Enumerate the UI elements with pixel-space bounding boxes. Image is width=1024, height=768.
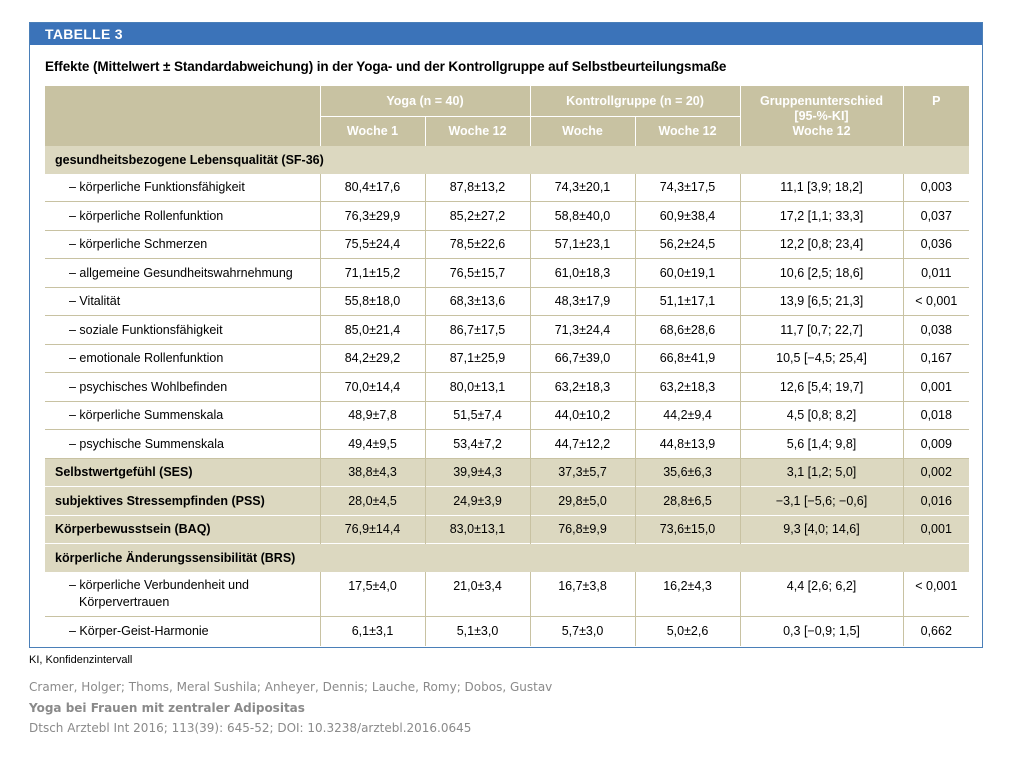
cell-yoga-w1: 6,1±3,1 [320, 616, 425, 646]
table-row [45, 287, 969, 316]
cell-yoga-w1: 76,9±14,4 [320, 515, 425, 544]
table-row-pss [45, 487, 969, 516]
cell-kontroll-w1: 5,7±3,0 [530, 616, 635, 646]
cell-diff: −3,1 [−5,6; −0,6] [740, 487, 903, 516]
cell-yoga-w12: 78,5±22,6 [425, 230, 530, 259]
cell-kontroll-w1: 76,8±9,9 [530, 515, 635, 544]
cell-yoga-w12: 87,1±25,9 [425, 344, 530, 373]
header-kontroll: Kontrollgruppe (n = 20) [530, 86, 740, 116]
cell-yoga-w1: 80,4±17,6 [320, 174, 425, 202]
header-p: P [903, 86, 969, 146]
row-label: Selbstwertgefühl (SES) [45, 458, 320, 487]
header-gruppen-ki: [95-%-KI] [794, 108, 849, 123]
cell-diff: 17,2 [1,1; 33,3] [740, 202, 903, 231]
row-label-line1: – körperliche Verbundenheit und [69, 577, 249, 592]
cell-diff: 10,6 [2,5; 18,6] [740, 259, 903, 288]
table-row [45, 373, 969, 402]
cell-yoga-w1: 38,8±4,3 [320, 458, 425, 487]
table-frame [29, 22, 983, 648]
cell-kontroll-w1: 44,0±10,2 [530, 401, 635, 430]
cell-diff: 4,4 [2,6; 6,2] [740, 572, 903, 617]
cell-p: 0,662 [903, 616, 969, 646]
cell-diff: 13,9 [6,5; 21,3] [740, 287, 903, 316]
cell-yoga-w1: 70,0±14,4 [320, 373, 425, 402]
citation-title: Yoga bei Frauen mit zentraler Adipositas [29, 701, 305, 715]
section-label: körperliche Änderungssensibilität (BRS) [45, 544, 969, 572]
cell-yoga-w12: 76,5±15,7 [425, 259, 530, 288]
table-row [45, 174, 969, 202]
header-gruppen-woche: Woche 12 [792, 123, 851, 138]
cell-yoga-w1: 48,9±7,8 [320, 401, 425, 430]
row-label: Körperbewusstsein (BAQ) [45, 515, 320, 544]
cell-yoga-w12: 68,3±13,6 [425, 287, 530, 316]
cell-kontroll-w1: 48,3±17,9 [530, 287, 635, 316]
cell-diff: 4,5 [0,8; 8,2] [740, 401, 903, 430]
section-label: gesundheitsbezogene Lebensqualität (SF-36) [45, 146, 969, 174]
cell-p: 0,002 [903, 458, 969, 487]
cell-kontroll-w12: 60,0±19,1 [635, 259, 740, 288]
cell-yoga-w1: 49,4±9,5 [320, 430, 425, 459]
cell-p: 0,003 [903, 174, 969, 202]
cell-kontroll-w12: 28,8±6,5 [635, 487, 740, 516]
row-label: – körperliche Rollenfunktion [45, 202, 320, 231]
results-table [45, 86, 969, 646]
header-kontroll-woche: Woche [530, 116, 635, 146]
header-kontroll-w12: Woche 12 [635, 116, 740, 146]
cell-yoga-w1: 28,0±4,5 [320, 487, 425, 516]
cell-yoga-w12: 53,4±7,2 [425, 430, 530, 459]
cell-kontroll-w1: 74,3±20,1 [530, 174, 635, 202]
cell-yoga-w1: 85,0±21,4 [320, 316, 425, 345]
cell-kontroll-w1: 61,0±18,3 [530, 259, 635, 288]
table-row [45, 572, 969, 617]
row-label: – körperliche Funktionsfähigkeit [45, 174, 320, 202]
cell-kontroll-w12: 63,2±18,3 [635, 373, 740, 402]
cell-diff: 11,7 [0,7; 22,7] [740, 316, 903, 345]
cell-p: < 0,001 [903, 572, 969, 617]
cell-yoga-w12: 85,2±27,2 [425, 202, 530, 231]
cell-kontroll-w12: 16,2±4,3 [635, 572, 740, 617]
header-empty [45, 86, 320, 146]
row-label: – psychische Summenskala [45, 430, 320, 459]
cell-kontroll-w12: 73,6±15,0 [635, 515, 740, 544]
cell-kontroll-w1: 57,1±23,1 [530, 230, 635, 259]
header-yoga: Yoga (n = 40) [320, 86, 530, 116]
cell-yoga-w1: 84,2±29,2 [320, 344, 425, 373]
cell-p: 0,036 [903, 230, 969, 259]
table-row [45, 202, 969, 231]
cell-kontroll-w1: 58,8±40,0 [530, 202, 635, 231]
cell-p: < 0,001 [903, 287, 969, 316]
header-gruppen-label: Gruppenunterschied [760, 93, 883, 108]
cell-kontroll-w1: 63,2±18,3 [530, 373, 635, 402]
cell-yoga-w12: 5,1±3,0 [425, 616, 530, 646]
cell-kontroll-w12: 66,8±41,9 [635, 344, 740, 373]
row-label-line2: Körpervertrauen [79, 594, 170, 609]
cell-yoga-w12: 21,0±3,4 [425, 572, 530, 617]
cell-kontroll-w12: 35,6±6,3 [635, 458, 740, 487]
cell-kontroll-w1: 71,3±24,4 [530, 316, 635, 345]
cell-kontroll-w12: 44,8±13,9 [635, 430, 740, 459]
table-row [45, 401, 969, 430]
table-row [45, 430, 969, 459]
cell-diff: 0,3 [−0,9; 1,5] [740, 616, 903, 646]
citation-source: Dtsch Arztebl Int 2016; 113(39): 645-52; DOI: 10.3238/arztebl.2016.0645 [29, 721, 472, 735]
cell-p: 0,001 [903, 515, 969, 544]
cell-kontroll-w1: 16,7±3,8 [530, 572, 635, 617]
row-label: – emotionale Rollenfunktion [45, 344, 320, 373]
row-label: – Körper-Geist-Harmonie [69, 624, 209, 639]
section-row-brs [45, 544, 969, 572]
row-label: – Vitalität [45, 287, 320, 316]
cell-yoga-w1: 55,8±18,0 [320, 287, 425, 316]
cell-kontroll-w12: 60,9±38,4 [635, 202, 740, 231]
cell-diff: 12,2 [0,8; 23,4] [740, 230, 903, 259]
header-yoga-w12: Woche 12 [425, 116, 530, 146]
cell-kontroll-w12: 5,0±2,6 [635, 616, 740, 646]
cell-kontroll-w1: 44,7±12,2 [530, 430, 635, 459]
cell-diff: 5,6 [1,4; 9,8] [740, 430, 903, 459]
row-label: – allgemeine Gesundheitswahrnehmung [45, 259, 320, 288]
cell-p: 0,001 [903, 373, 969, 402]
cell-p: 0,016 [903, 487, 969, 516]
cell-yoga-w12: 86,7±17,5 [425, 316, 530, 345]
cell-diff: 11,1 [3,9; 18,2] [740, 174, 903, 202]
cell-kontroll-w1: 66,7±39,0 [530, 344, 635, 373]
cell-diff: 3,1 [1,2; 5,0] [740, 458, 903, 487]
cell-kontroll-w12: 68,6±28,6 [635, 316, 740, 345]
table-row [45, 259, 969, 288]
cell-p: 0,009 [903, 430, 969, 459]
row-label [45, 572, 320, 617]
cell-yoga-w12: 24,9±3,9 [425, 487, 530, 516]
citation-authors: Cramer, Holger; Thoms, Meral Sushila; Anheyer, Dennis; Lauche, Romy; Dobos, Gustav [29, 680, 553, 694]
section-row-sf36 [45, 146, 969, 174]
table-row-baq [45, 515, 969, 544]
header-gruppenunterschied [740, 86, 903, 146]
table-row [45, 344, 969, 373]
cell-yoga-w12: 87,8±13,2 [425, 174, 530, 202]
cell-p: 0,167 [903, 344, 969, 373]
cell-kontroll-w1: 29,8±5,0 [530, 487, 635, 516]
table-footnote: KI, Konfidenzintervall [29, 654, 133, 666]
cell-yoga-w12: 51,5±7,4 [425, 401, 530, 430]
cell-diff: 12,6 [5,4; 19,7] [740, 373, 903, 402]
cell-p: 0,038 [903, 316, 969, 345]
cell-p: 0,037 [903, 202, 969, 231]
cell-diff: 9,3 [4,0; 14,6] [740, 515, 903, 544]
cell-yoga-w12: 39,9±4,3 [425, 458, 530, 487]
row-label: subjektives Stressempfinden (PSS) [45, 487, 320, 516]
row-label: – körperliche Schmerzen [45, 230, 320, 259]
table-row-ses [45, 458, 969, 487]
table-row [45, 316, 969, 345]
cell-yoga-w1: 71,1±15,2 [320, 259, 425, 288]
cell-p: 0,018 [903, 401, 969, 430]
table-row [45, 230, 969, 259]
table-title: TABELLE 3 [30, 23, 982, 45]
header-yoga-w1: Woche 1 [320, 116, 425, 146]
cell-kontroll-w12: 51,1±17,1 [635, 287, 740, 316]
cell-kontroll-w12: 56,2±24,5 [635, 230, 740, 259]
cell-kontroll-w12: 74,3±17,5 [635, 174, 740, 202]
cell-yoga-w1: 76,3±29,9 [320, 202, 425, 231]
cell-yoga-w12: 80,0±13,1 [425, 373, 530, 402]
cell-yoga-w1: 75,5±24,4 [320, 230, 425, 259]
row-label: – soziale Funktionsfähigkeit [45, 316, 320, 345]
cell-yoga-w1: 17,5±4,0 [320, 572, 425, 617]
row-label: – körperliche Summenskala [45, 401, 320, 430]
cell-p: 0,011 [903, 259, 969, 288]
row-label: – psychisches Wohlbefinden [45, 373, 320, 402]
cell-diff: 10,5 [−4,5; 25,4] [740, 344, 903, 373]
table-row [45, 616, 969, 646]
table-subtitle: Effekte (Mittelwert ± Standardabweichung) in der Yoga- und der Kontrollgruppe auf Selbstbeurteilungsmaße [45, 59, 727, 74]
cell-kontroll-w12: 44,2±9,4 [635, 401, 740, 430]
cell-yoga-w12: 83,0±13,1 [425, 515, 530, 544]
cell-kontroll-w1: 37,3±5,7 [530, 458, 635, 487]
